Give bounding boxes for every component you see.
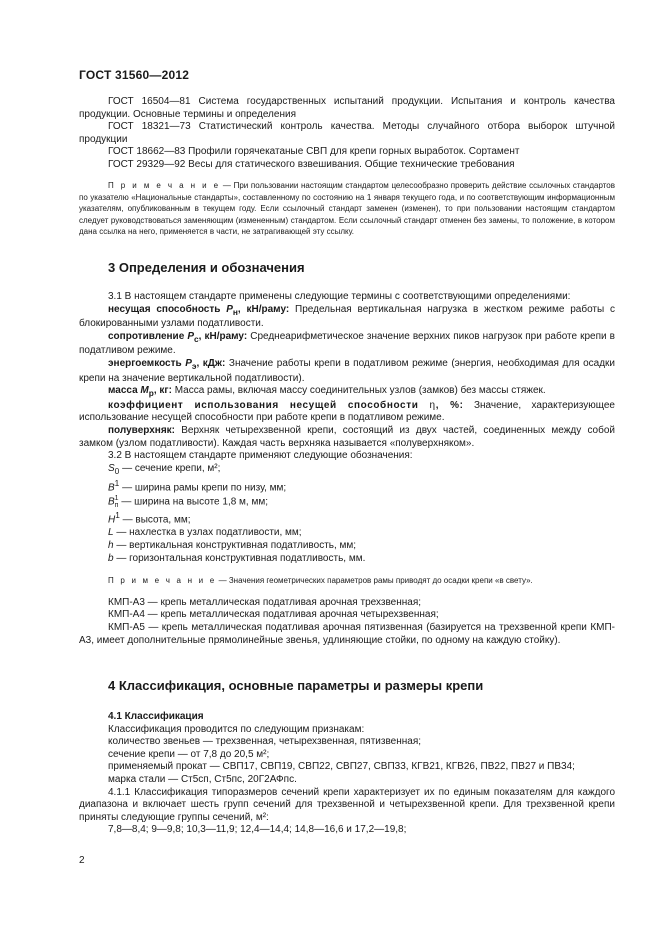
- term-unit: , кг:: [153, 385, 172, 397]
- symbol-item: [79, 509, 615, 527]
- symbol-item: [79, 553, 615, 566]
- term-symbol: P: [226, 303, 233, 315]
- symbol: H: [108, 514, 116, 526]
- classification-line: сечение крепи — от 7,8 до 20,5 м²;: [108, 748, 270, 760]
- section-3: [79, 262, 615, 275]
- symbol-text: — нахлестка в узлах податливости, мм;: [113, 527, 302, 539]
- kmp-item: КМП-А3 — крепь металлическая податливая арочная трехзвенная;: [108, 596, 422, 608]
- ref-item: ГОСТ 18662—83 Профили горячекатаные СВП для крепи горных выработок. Сортамент: [108, 146, 520, 158]
- term-unit: , кН/раму:: [198, 330, 248, 342]
- term-symbol-sub: с: [194, 333, 199, 344]
- symbol: b: [108, 552, 114, 564]
- symbol-item: [79, 477, 615, 495]
- symbol-text: — ширина на высоте 1,8 м, мм;: [118, 496, 269, 508]
- term-symbol-sub: э: [191, 360, 197, 371]
- paragraph-4-1-1: 4.1.1 Классификация типоразмеров сечений крепи характеризует их по единым показателям для каждого диапазона и включает шесть групп сечений для трехзвенной и четырехзвенной крепи. Для трехзвенной крепи приняты следующие группы сечений, м²:: [79, 786, 615, 823]
- symbol-text: — горизонтальная конструктивная податливость, мм.: [113, 552, 366, 564]
- term-symbol-sub: н: [232, 306, 238, 317]
- symbol-item: [79, 495, 615, 509]
- term-unit: , %:: [435, 399, 464, 411]
- term-name: несущая способность: [108, 303, 227, 315]
- note-paragraph: [79, 180, 615, 238]
- term-symbol-sub: р: [148, 388, 154, 399]
- term-symbol: η: [429, 399, 436, 411]
- term-name: коэффициент использования несущей способности: [108, 399, 430, 411]
- term-text: Значение, характеризующее использование несущей способности при работе крепи в податливом режиме.: [79, 399, 615, 424]
- section-3-body: [79, 291, 615, 647]
- references-block: [79, 96, 615, 172]
- symbol: B: [108, 482, 115, 494]
- symbol-text: — вертикальная конструктивная податливость, мм;: [113, 539, 357, 551]
- term-symbol: P: [187, 330, 194, 342]
- term-name: масса: [108, 385, 141, 397]
- subsection-4-1-title: 4.1 Классификация: [108, 711, 204, 722]
- symbol-item: [79, 540, 615, 553]
- term-text: Среднеарифметическое значение верхних пиков нагрузок при работе крепи в податливом режиме.: [79, 330, 615, 357]
- section-groups: 7,8—8,4; 9—9,8; 10,3—11,9; 12,4—14,4; 14,8—16,6 и 17,2—19,8;: [108, 824, 407, 836]
- section-3-title: 3 Определения и обозначения: [108, 260, 305, 275]
- symbol-sup: 1: [114, 495, 119, 503]
- symbol-item: [79, 463, 615, 478]
- term-definition: [79, 358, 615, 385]
- symbol-sup: 1: [115, 510, 120, 521]
- symbol-sup: 1: [114, 478, 120, 489]
- term-name: сопротивление: [108, 330, 188, 342]
- term-text: Масса рамы, включая массу соединительных узлов (замков) без массы стяжек.: [171, 385, 546, 397]
- term-unit: , кН/раму:: [237, 303, 290, 315]
- term-text: Верхняк четырехзвенной крепи, состоящий из двух частей, соединенных между собой замком (узлом податливости). Каждая часть верхняка называется «полуверхняком».: [79, 424, 615, 449]
- kmp-item: КМП-А4 — крепь металлическая податливая арочная четырехзвенная;: [108, 609, 439, 621]
- term-definition: [79, 331, 615, 358]
- symbol-text: — ширина рамы крепи по низу, мм;: [119, 482, 287, 494]
- note-label: П р и м е ч а н и е: [108, 181, 221, 190]
- symbol-text: — сечение крепи, м²;: [119, 462, 221, 474]
- note-text: — При пользовании настоящим стандартом целесообразно проверить действие ссылочных стандартов по указателю «Национальные стандарты», составленному по состоянию на 1 января текущего года, и по соответствующим информационным указателям, опубликованным в текущем году. Если ссылочный стандарт заменен (изменен), то при пользовании настоящим стандартом следует руководствоваться заменяющим (измененным) стандартом. Если ссылочный стандарт отменен без замены, то положение, в котором дана ссылка на него, применяется в части, не затрагивающей эту ссылку.: [79, 181, 616, 237]
- note-label: П р и м е ч а н и е: [108, 576, 217, 586]
- symbol: S: [108, 462, 115, 474]
- note-text: — Значения геометрических параметров рамы приводят до осадки крепи «в свету».: [216, 576, 533, 586]
- classification-line: применяемый прокат — СВП17, СВП19, СВП22, СВП27, СВП33, КГВ21, КГВ26, ПВ22, ПВ27 и ПВ34;: [108, 761, 575, 773]
- term-definition: [79, 385, 615, 400]
- paragraph-3-1: 3.1 В настоящем стандарте применены следующие термины с соответствующими определениями:: [108, 291, 571, 302]
- classification-line: марка стали — Ст5сп, Ст5пс, 20Г2АФпс.: [108, 773, 297, 785]
- note-paragraph: [79, 575, 615, 587]
- header-title: ГОСТ 31560—2012: [79, 68, 190, 82]
- kmp-item: КМП-А5 — крепь металлическая податливая арочная пятизвенная (базируется на трехзвенной крепи КМП-А3, имеет дополнительные прямолинейные звенья, удлиняющие стойки, по одному на каждую стойку).: [79, 621, 615, 646]
- symbol-text: — высота, мм;: [119, 514, 191, 526]
- page-number: 2: [79, 855, 85, 866]
- classification-line: количество звеньев — трехзвенная, четырехзвенная, пятизвенная;: [108, 736, 422, 748]
- symbol: h: [108, 539, 114, 551]
- term-name: полуверхняк:: [108, 424, 176, 436]
- term-definition: [79, 304, 615, 331]
- term-definition: [79, 425, 615, 450]
- term-symbol: M: [140, 385, 149, 397]
- symbol-sub: 0: [114, 465, 120, 476]
- ref-item: ГОСТ 29329—92 Весы для статического взвешивания. Общие технические требования: [108, 158, 515, 170]
- term-definition: [79, 400, 615, 425]
- symbol-sub: п: [114, 502, 119, 510]
- symbol: L: [108, 527, 114, 539]
- term-name: энергоемкость: [108, 357, 186, 369]
- note-block: [79, 180, 615, 238]
- section-4-body: [79, 711, 615, 837]
- ref-item: ГОСТ 18321—73 Статистический контроль качества. Методы случайного отбора выборок штучной продукции: [79, 121, 615, 145]
- term-symbol: P: [185, 357, 192, 369]
- classification-line: Классификация проводится по следующим признакам:: [108, 723, 365, 735]
- term-text: Предельная вертикальная нагрузка в жестком режиме работы с блокированными узлами податливости.: [79, 303, 616, 330]
- section-4-title: 4 Классификация, основные параметры и размеры крепи: [108, 678, 484, 693]
- ref-item: ГОСТ 16504—81 Система государственных испытаний продукции. Испытания и контроль качества продукции. Основные термины и определения: [79, 96, 615, 120]
- paragraph-3-2: 3.2 В настоящем стандарте применяют следующие обозначения:: [108, 450, 413, 462]
- symbol-item: [79, 527, 615, 540]
- term-unit: , кДж:: [196, 357, 226, 369]
- term-text: Значение работы крепи в податливом режиме (энергия, необходимая для осадки крепи на значение вертикальной податливости).: [79, 357, 616, 384]
- symbol: B: [108, 496, 115, 508]
- section-4: [79, 680, 615, 693]
